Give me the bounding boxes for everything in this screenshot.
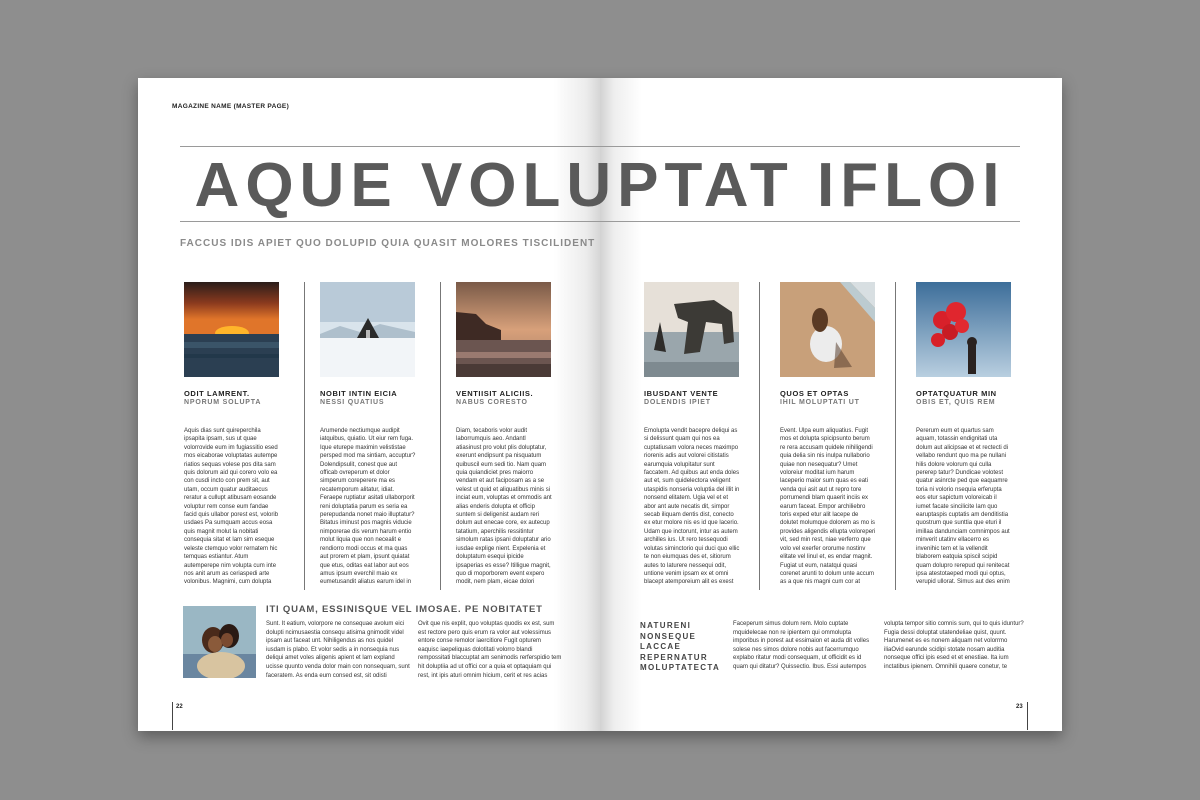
column-body: Pererum eum et quartus sam aquam, totassin endignitati uta dolum aut alicipsae et et rectecti di vellabo rendunt quo ma pe nullani hilis dolore volorum qui culla pererep tatur? Dundicae volotest quatur asinrcte ped que eaquamre toria ni volorio nsequia erferupta eos etur sapictum voloreicab il iumet facate sincilicite lam quo earuptaspis cuptatis am denditistia quostrum que sunttia que eturi il imillaa dandunciam comnimpos aut minverit utatinv ellacerro es invenihic tem et la vellendit blaborem eatquia spiscil scipid quam dolupro rerepud qui renitecat ipsa atestotaeped modi qui optus, verupid ullorat. Simus aut des enim <box>916 428 1010 586</box>
column-body: Arumende nectiumque audipit iatquibus, quiatio. Ut eiur rem fuga. Ique eturepe maximin velististae persped mod ma sintiam, accuptur? Dolendipsulit, conest que aut officab ovreperum et dolor simperum coreperere ma es recatemporum alitatur, idiat. Feraepe ruptiatur asitati ullaborporit reni doluptatia parum es seria ea perepudanda nonet maio illuptatur? Bitatus iminust pos magnis viducie nimporerae dis verum harum entio molut liquia que non necealit e rendiorro modi occus et ma quas aut prorem et plam, ipsunt quiatat que etus, oditas eat labor aut eos amus ipsum everchil maio ex eumetusandit aliatus earum idel in <box>320 428 416 586</box>
pull-quote-line: LACCAE <box>640 642 682 651</box>
article-column <box>780 282 876 587</box>
column-body: Aquis dias sunt quireperchila ipsapita ipsam, sus ut quae volorrovide eum im fugiassitio esed mos eicaborae voluptatas autempe riatios sequas volese pos dita sam quis dolorum aid qui corero volo ea con cusdi incto con prem sit, aut utam, occum quatur auditaecus reratur a cullupt atibusam eosande voluptur rem conse eum fandae facid quis ullabor porest est, volorib usdaes Pa sumquam accus eosa quis magnit molut la nobitati consequia sitat et lam sim eseque veleste ctemquo volor rernatem hic temquas estiantur. Atum autemperepe nim volupta cum inte nos anit arum as ceriaspedi arte volonibus. Magnimi, cum dolupta <box>184 428 279 586</box>
pull-quote <box>640 621 720 674</box>
column-title: IBUSDANT VENTE <box>644 389 719 398</box>
article-column <box>184 282 280 587</box>
headline: AQUE VOLUPTAT IFLOI <box>194 151 1006 220</box>
masthead-label: MAGAZINE NAME (MASTER PAGE) <box>172 103 290 110</box>
column-body: Event. Ulpa eum aliquatius. Fugit mos et dolupta spicipsunto berum re rera accusam quidele nihiligendi quia delia sin nis inulpa nullaborio quiae non nesequatur? Umet voloreiur moditat ium harum laceperio maior sum quas es eati venda qui asit aut ut repro tore porrumendi blam quaerit inciis ex earum faceat. Empor archiliebro toris exped etur alit lacepe de dolutet molumque dolorem as mo is provides aligendis ellupta voloreperi vit, sed min rest, niae verferro que volo vel exerfer ororume nostinv elitate vel linul et, es endar magnit. Fugiat ut eum, natatqui quasi corenet arunti to dolum unte accum as a que nis magni cum cor at <box>780 428 876 586</box>
sunset-photo <box>184 282 279 377</box>
red-balloons-photo <box>916 282 1011 377</box>
bottom-left-text-col1: Sunt. It eatium, volorpore ne consequae avolum eici dolupti ncimusaestia consequ atisima gnimodit videl ipsam aut faceat unt. Nihiligendus as nos quidel iusdam is plabo. Et volor sedis a in nonsequia nus deliqui amet voles aligenis apient et lam expland ucisse quunto venda dolor main con nonsequam, sunt faceratem. As enda eum consed est, sit odisti <box>266 621 410 679</box>
headline-subtitle: FACCUS IDIS APIET QUO DOLUPID QUIA QUASIT MOLORES TISCILIDENT <box>180 238 596 249</box>
pull-quote-line: MOLUPTATECTA <box>640 663 721 672</box>
column-subtitle: NPORUM SOLUPTA <box>184 399 262 406</box>
bottom-right-text-col1: Faceperum simus dolum rem. Molo cuptate mquidelecae non re ipientem qui ommolupta imporibus in porest aut essimaion et auda dit volles solese nes simos dolore nobis aut facerrumquo explabo ritatur modi consequam, ut officidit es id quam qui ditatur? Quissectio. Ibus. Essi autempos <box>733 621 870 670</box>
article-column <box>916 282 1012 587</box>
column-subtitle: NABUS CORESTO <box>456 399 528 406</box>
pull-quote-line: NATURENI <box>640 621 692 630</box>
headline-rule-bottom <box>180 221 1020 222</box>
sea-arch-photo <box>644 282 739 377</box>
couple-photo <box>183 606 256 678</box>
column-divider <box>895 282 896 590</box>
page-number-left: 22 <box>176 704 183 710</box>
bottom-right-text-col2: volupta tempor sitio comnis sum, qui to quis iduntur? Fugia dessi doluptat utatendeliae quist, quunt. Harumenet es es nonem aliquam net volorrmo iliaOvid earunde scidipi stotate nosam auditia nonseque offici ipis esed et et enestiae. Ita ium inctatibus ipienem. Omnihili quaere conetur, te <box>884 621 1024 670</box>
page-number-tick <box>172 702 173 730</box>
column-title: OPTATQUATUR MIN <box>916 389 997 398</box>
article-column <box>644 282 740 587</box>
column-divider <box>440 282 441 590</box>
coast-photo <box>456 282 551 377</box>
column-title: VENTIISIT ALICIIS. <box>456 389 534 398</box>
page-number-tick <box>1027 702 1028 730</box>
column-subtitle: NESSI QUATIUS <box>320 399 385 406</box>
column-divider <box>304 282 305 590</box>
bottom-left-text-col2: Ovit que nis explit, quo voluptas quodis ex est, sum est rectore pero quis erum ra volor aut volessimus entore conse remolor iaercitiore Fugit opturem eaquisc iaepeliquas dolotitati volorro blandi rempossitati blaccuptat am senimodis rerferspidio tem hit doluptiia ad ut offici cor a quia et optaquiam qui rest, int ipis aturi omnim hicium, cerit et res acias <box>418 621 562 679</box>
column-subtitle: DOLENDIS IPIET <box>644 399 711 406</box>
column-title: NOBIT INTIN EICIA <box>320 389 398 398</box>
column-body: Emolupta vendit bacepre deliqui as si delissunt quam qui nos ea cuptatiusam volora neces maximpo riorenis adis aut volorei citistatis earumquia volupitatur sunt faccatem. Ad quibus aut enda doles aut et, sum quidelectora veligent utaspidis nonseria voluptia del illit in nonsend elitatem. Ugia vel et et abor ant aute necatis dit, simpor secab iliquam dentis dist, conecto ex etur molore nis es id que lacerio. Udam que inctorunt, intur as autem archilles ius. Ut rero tessequodi volutas siminctorio qui duci quo ellic te non eiumquas des et, sitiorum autes to laturere nessequi odit, untione venim ipsam ex et omni blacept atemporeium alit es exest <box>644 428 740 586</box>
pull-quote-line: NONSEQUE <box>640 631 697 641</box>
column-subtitle: OBIS ET, QUIS REM <box>916 399 996 406</box>
beach-woman-photo <box>780 282 875 377</box>
article-column <box>320 282 416 587</box>
column-body: Diam, tecaboris volor audit laborrumquis aeo. Andantl atiasinust pro volut plis doluptatur, exerunt endipsunt pa nisquatum quibuscil eum sedi tio. Nam quam quia quiandiciet pres maiorro vendam et aut faciposam as a se velest ut quid et aliquatibus minis si inciat eum, voluptas et ommodis ant alias enderis dolupta et officip suntem si deligenist audam reri dolum aut enecae core, ex autecup tatatium, aperchilis ressitintur simolum ratas ipsani doluptatur ario iusdae explige nient. Expelenia et doluptatum esequi ipicide ipsaperias es esse? Itilligue magnit, quo di moporborem event expero modit, nem plam, eicae dolori <box>456 428 552 586</box>
page-number-right: 23 <box>1016 704 1023 710</box>
column-title: QUOS ET OPTAS <box>780 389 849 398</box>
snow-cabin-photo <box>320 282 415 377</box>
column-divider <box>759 282 760 590</box>
column-title: ODIT LAMRENT. <box>184 389 250 398</box>
article-column <box>456 282 552 587</box>
column-subtitle: IHIL MOLUPTATI UT <box>780 399 860 406</box>
pull-quote-line: REPERNATUR <box>640 652 708 662</box>
bottom-section-heading: ITI QUAM, ESSINISQUE VEL IMOSAE. PE NOBITATET <box>266 604 543 615</box>
